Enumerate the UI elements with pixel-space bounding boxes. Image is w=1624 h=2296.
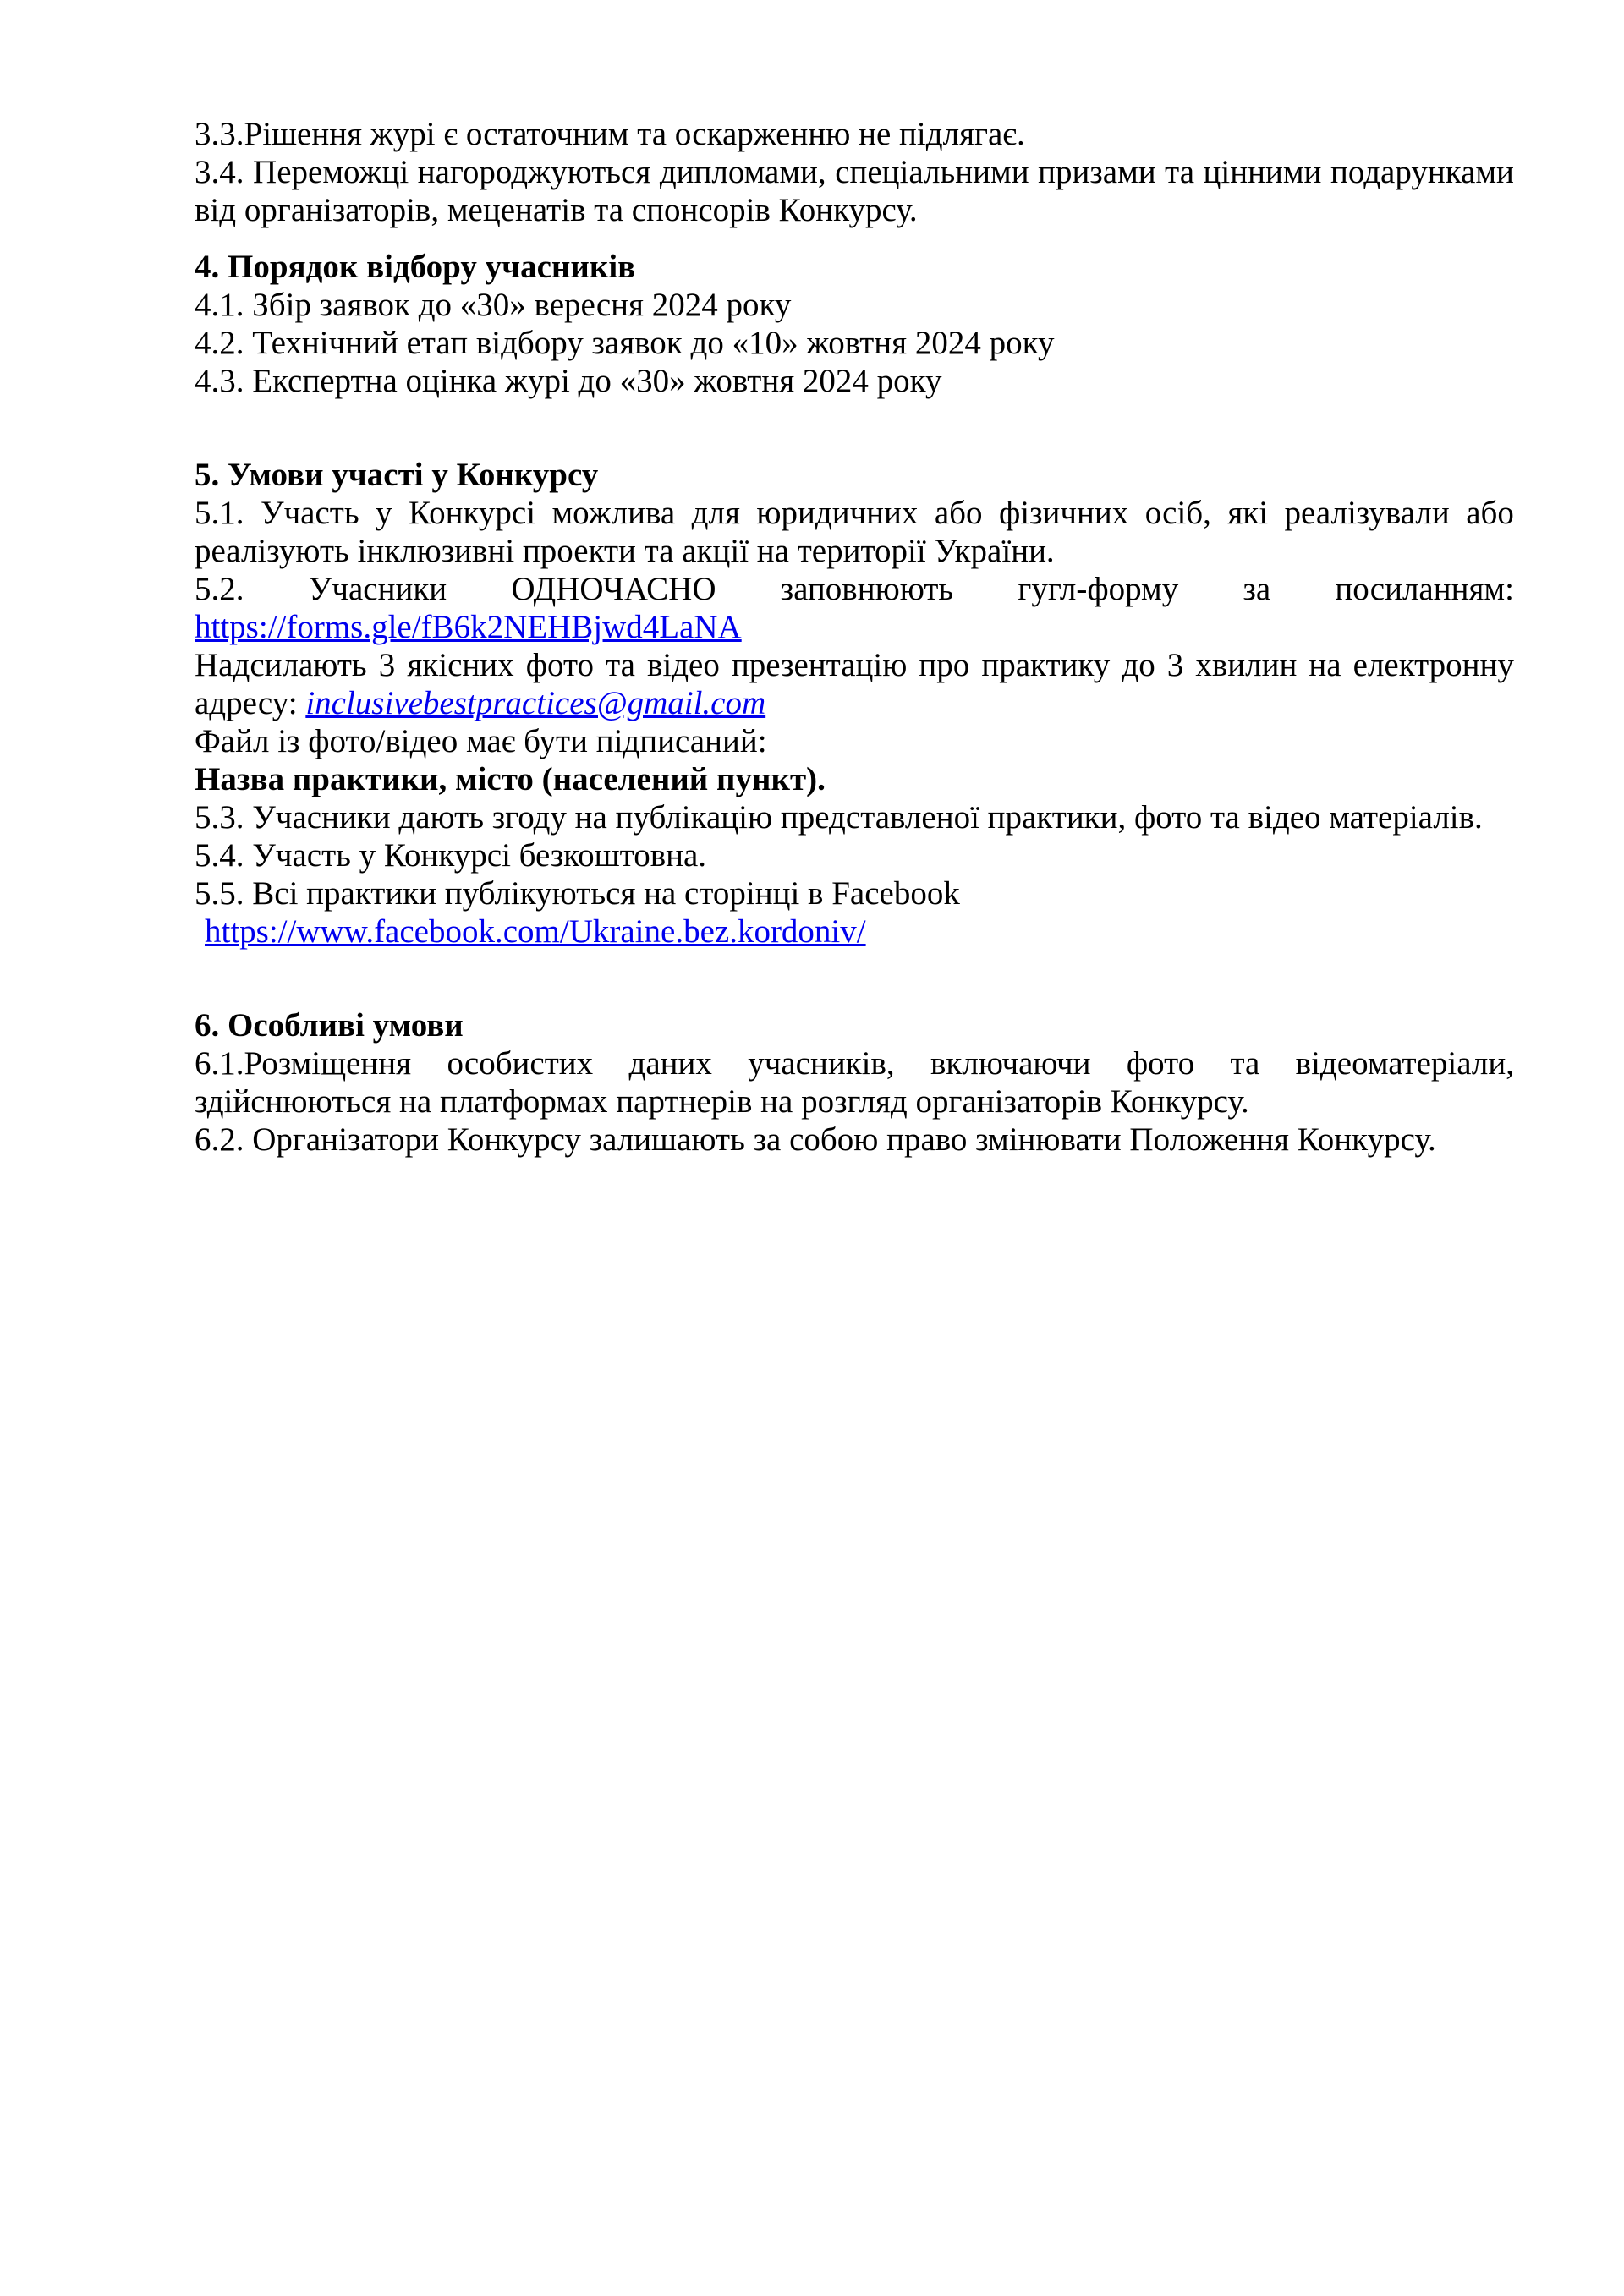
- send-instructions-line1: Надсилають 3 якісних фото та відео презентацію про практику до 3 хвилин на електронну: [195, 647, 1514, 683]
- email-label: адресу:: [195, 685, 306, 721]
- google-form-link-line: [195, 608, 1514, 646]
- section-5-heading: 5. Умови участі у Конкурсу: [195, 457, 599, 493]
- section-4-heading: 4. Порядок відбору учасників: [195, 249, 636, 285]
- clause-4-2: 4.2. Технічний етап відбору заявок до «10» жовтня 2024 року: [195, 325, 1055, 361]
- clause-5-1-line2: реалізують інклюзивні проекти та акції на території України.: [195, 533, 1055, 569]
- file-naming-line: Файл із фото/відео має бути підписаний:: [195, 723, 767, 759]
- clause-3-4-line1: 3.4. Переможці нагороджуються дипломами, спеціальними призами та цінними подарунками: [195, 154, 1514, 190]
- clause-4-1: 4.1. Збір заявок до «30» вересня 2024 року: [195, 287, 792, 323]
- clause-6-1-line2: здійснюються на платформах партнерів на розгляд організаторів Конкурсу.: [195, 1083, 1249, 1120]
- email-link[interactable]: inclusivebestpractices@gmail.com: [305, 685, 766, 721]
- clause-5-5: 5.5. Всі практики публікуються на сторінці в Facebook: [195, 875, 960, 912]
- clause-5-3: 5.3. Учасники дають згоду на публікацію представленої практики, фото та відео матеріалів.: [195, 799, 1483, 836]
- file-title-template: Назва практики, місто (населений пункт).: [195, 761, 826, 797]
- clause-4-3: 4.3. Експертна оцінка журі до «30» жовтня 2024 року: [195, 363, 942, 399]
- send-instructions-line2: [195, 684, 1514, 722]
- clause-5-1-line1: 5.1. Участь у Конкурсі можлива для юридичних або фізичних осіб, які реалізували або: [195, 495, 1514, 531]
- clause-6-2: 6.2. Організатори Конкурсу залишають за собою право змінювати Положення Конкурсу.: [195, 1121, 1436, 1158]
- facebook-link-line: [195, 912, 1514, 951]
- clause-5-4: 5.4. Участь у Конкурсі безкоштовна.: [195, 837, 707, 874]
- clause-3-3: 3.3.Рішення журі є остаточним та оскарженню не підлягає.: [195, 116, 1025, 152]
- clause-5-2-line1: 5.2. Учасники ОДНОЧАСНО заповнюють гугл-форму за посиланням:: [195, 571, 1514, 607]
- google-form-link[interactable]: https://forms.gle/fB6k2NEHBjwd4LaNA: [195, 609, 742, 645]
- clause-6-1-line1: 6.1.Розміщення особистих даних учасників, включаючи фото та відеоматеріали,: [195, 1045, 1514, 1082]
- section-6-heading: 6. Особливі умови: [195, 1007, 464, 1044]
- clause-3-4-line2: від організаторів, меценатів та спонсорів Конкурсу.: [195, 192, 918, 228]
- facebook-page-link[interactable]: https://www.facebook.com/Ukraine.bez.kordoniv/: [205, 913, 866, 950]
